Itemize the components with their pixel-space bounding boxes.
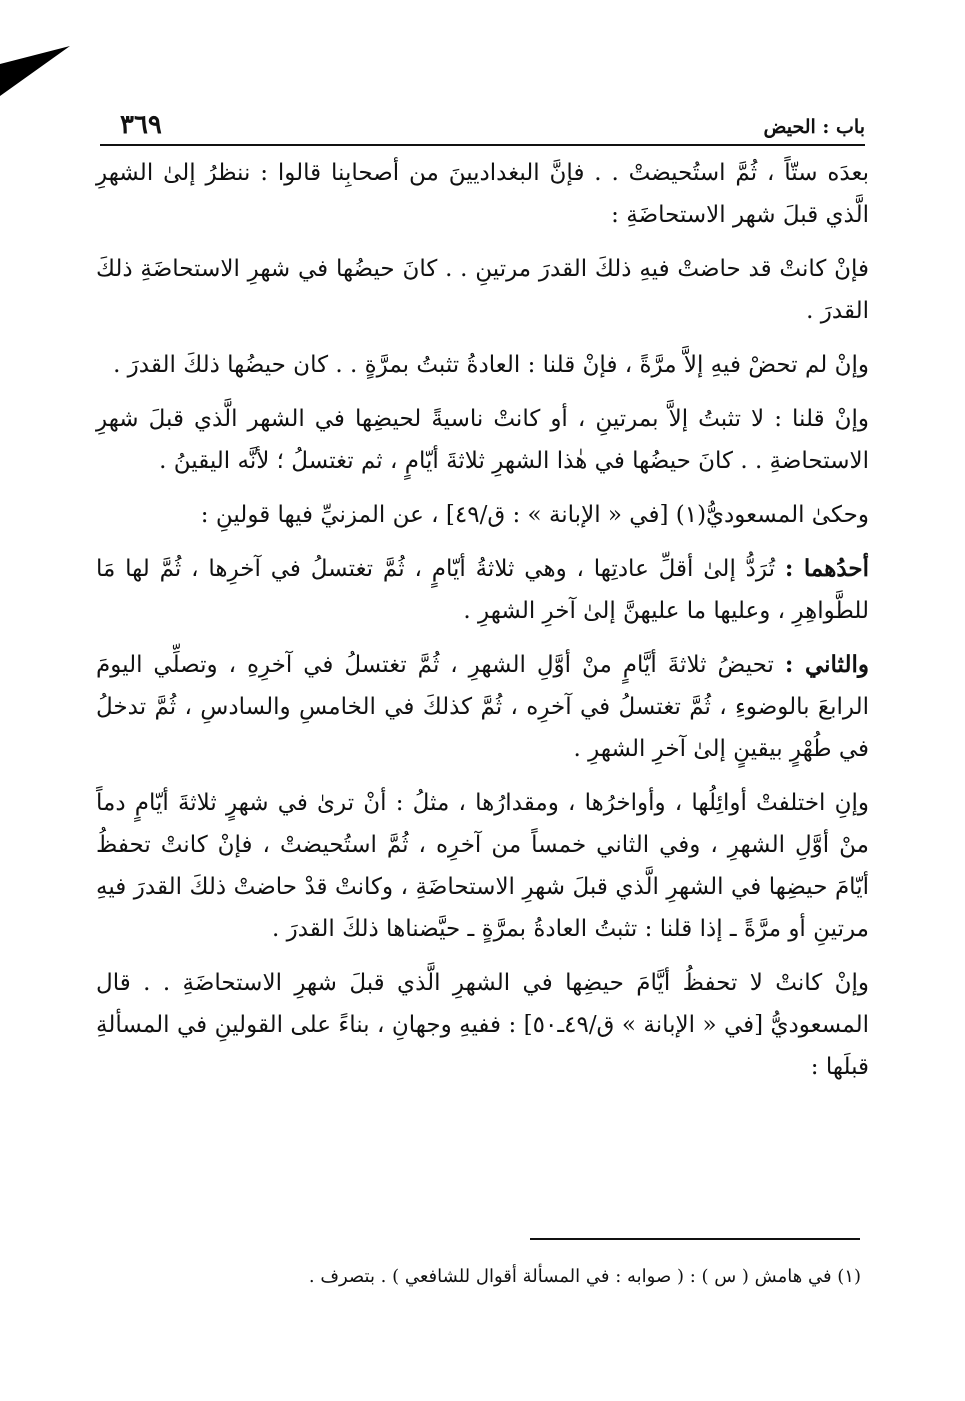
corner-triangle-mark	[0, 46, 70, 96]
main-text	[96, 152, 869, 1100]
paragraph	[96, 248, 869, 332]
paragraph-text: تحيضُ ثلاثةَ أيَّامٍ منْ أوَّلِ الشهرِ ، ثُمَّ تغتسلُ في آخرِهِ ، وتصلِّي اليومَ الرابعَ بالوضوءِ ، ثُمَّ تغتسلُ في آخرِه ، ثُمَّ كذلكَ في الخامسِ والسادسِ ، ثُمَّ تدخلُ في طُهْرٍ بيقينٍ إلىٰ آخرِ الشهرِ .	[96, 652, 869, 762]
page-number: ٣٦٩	[120, 110, 162, 140]
paragraph-text: وإنِ اختلفتْ أوائِلُها ، وأواخرُها ، ومقدارُها ، مثلُ : أنْ ترىٰ في شهرٍ ثلاثةَ أيّامٍ دماً منْ أوَّلِ الشهرِ ، وفي الثاني خمساً من آخرِه ، ثُمَّ استُحيضتْ ، فإنْ كانتْ تحفظُ أيّامَ حيضِها في الشهرِ الَّذي قبلَ شهرِ الاستحاضَةِ ، وكانتْ قدْ حاضتْ ذلكَ القدرَ فيهِ مرتينِ أو مرَّةً ـ إذا قلنا : تثبتُ العادةُ بمرَّةٍ ـ حيَّضناها ذلكَ القدرَ .	[96, 790, 869, 942]
paragraph-text: وإنْ كانتْ لا تحفظُ أيَّامَ حيضِها في الشهرِ الَّذي قبلَ شهرِ الاستحاضَةِ . . قال المسعوديُّ [في « الإبانة » ق/٤٩ـ٥٠] : ففيهِ وجهانِ ، بناءً على القولينِ في المسألةِ قبلَها :	[96, 970, 869, 1080]
paragraph-text: تُرَدُّ إلىٰ أقلِّ عادتِها ، وهي ثلاثةُ أيّامٍ ، ثُمَّ تغتسلُ في آخرِها ، ثُمَّ لها مَا للطَّواهِرِ ، وعليها ما عليهنَّ إلىٰ آخرِ الشهرِ .	[96, 556, 869, 624]
paragraph	[96, 494, 869, 536]
paragraph-text: بعدَه ستّاً ، ثُمَّ استُحيضتْ . . فإنَّ البغداديينَ من أصحابِنا قالوا : ننظرُ إلىٰ الشهرِ الَّذي قبلَ شهر الاستحاضَةِ :	[96, 160, 869, 228]
footnote: (١) في هامش ( س ) : ( صوابه : في المسألة أقوال للشافعي ) . بتصرف .	[308, 1266, 861, 1287]
paragraph	[96, 548, 869, 632]
paragraph-text: وإنْ قلنا : لا تثبتُ إلاَّ بمرتينِ ، أو كانتْ ناسيةً لحيضِها في الشهر الَّذي قبلَ شهرِ الاستحاضةِ . . كانَ حيضُها في هٰذا الشهرِ ثلاثةَ أيّامٍ ، ثم تغتسلُ ؛ لأنَّه اليقينُ .	[96, 406, 869, 474]
paragraph-text: فإنْ كانتْ قد حاضتْ فيهِ ذلكَ القدرَ مرتينِ . . كانَ حيضُها في شهرِ الاستحاضَةِ ذلكَ القدرَ .	[96, 256, 869, 324]
paragraph-text: وإنْ لم تحضْ فيهِ إلاَّ مرَّةً ، فإنْ قلنا : العادةُ تثبتُ بمرَّةٍ . . كان حيضُها ذلكَ القدرَ .	[113, 352, 869, 378]
paragraph	[96, 152, 869, 236]
page-header	[100, 104, 865, 144]
running-head: باب : الحيض	[763, 116, 865, 138]
paragraph-text: وحكىٰ المسعوديُّ(١) [في « الإبانة » : ق/٤٩] ، عن المزنيِّ فيها قولينِ :	[200, 502, 869, 528]
header-rule	[100, 144, 865, 146]
paragraph	[96, 782, 869, 950]
paragraph	[96, 398, 869, 482]
paragraph-lead: أحدُهما :	[784, 555, 869, 582]
paragraph	[96, 962, 869, 1088]
paragraph	[96, 344, 869, 386]
footnote-rule	[530, 1238, 860, 1240]
paragraph-lead: والثاني :	[784, 651, 869, 678]
paragraph	[96, 644, 869, 770]
